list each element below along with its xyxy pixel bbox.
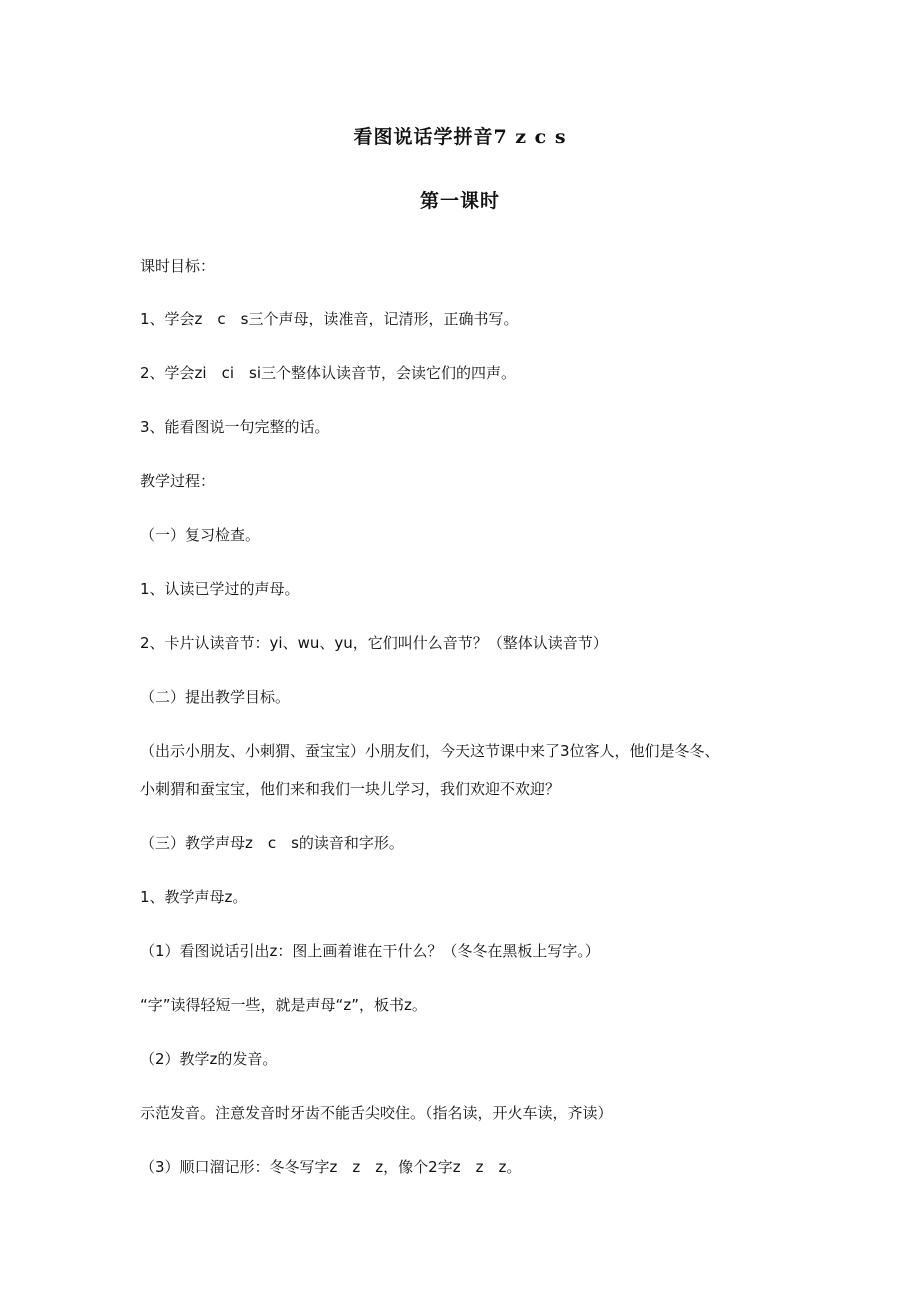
paragraph: （二）提出教学目标。 [140, 688, 291, 706]
paragraph: （1）看图说话引出z：图上画着谁在干什么？（冬冬在黑板上写字。） [140, 942, 600, 960]
paragraph: 1、认读已学过的声母。 [140, 580, 300, 598]
paragraph: （三）教学声母z c s的读音和字形。 [140, 834, 404, 852]
paragraph: （出示小朋友、小刺猬、蚕宝宝）小朋友们，今天这节课中来了3位客人，他们是冬冬、 [140, 742, 720, 760]
goal-item: 2、学会zi ci si三个整体认读音节，会读它们的四声。 [140, 364, 516, 382]
paragraph: “字”读得轻短一些，就是声母“z”，板书z。 [140, 996, 427, 1014]
paragraph: 1、教学声母z。 [140, 888, 248, 906]
paragraph: （2）教学z的发音。 [140, 1050, 278, 1068]
paragraph: 小刺猬和蚕宝宝，他们来和我们一块儿学习，我们欢迎不欢迎？ [140, 780, 561, 798]
paragraph: 示范发音。注意发音时牙齿不能舌尖咬住。（指名读，开火车读，齐读） [140, 1104, 613, 1122]
paragraph: （一）复习检查。 [140, 526, 261, 544]
section-heading-process: 教学过程： [140, 472, 216, 490]
goal-item: 1、学会z c s三个声母，读准音，记清形，正确书写。 [140, 310, 519, 328]
goal-item: 3、能看图说一句完整的话。 [140, 418, 330, 436]
paragraph: 2、卡片认读音节：yi、wu、yu，它们叫什么音节？（整体认读音节） [140, 634, 608, 652]
paragraph: （3）顺口溜记形：冬冬写字z z z，像个2字z z z。 [140, 1158, 522, 1176]
document-title: 看图说话学拼音7 z c s [353, 126, 567, 148]
section-heading-goals: 课时目标： [140, 257, 216, 275]
lesson-subtitle: 第一课时 [419, 190, 500, 212]
